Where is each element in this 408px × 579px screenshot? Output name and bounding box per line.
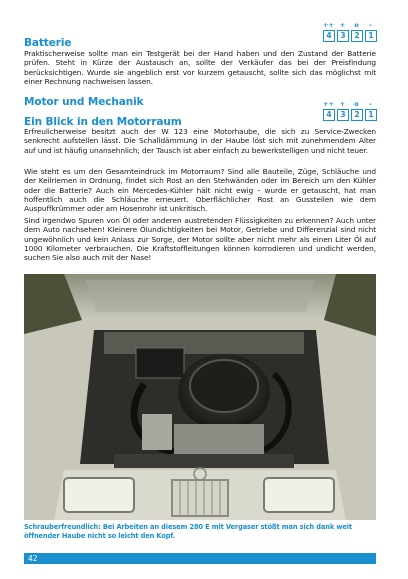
rating-box: 4 — [323, 109, 335, 121]
rating-motorraum — [323, 100, 377, 122]
rating-sign: o — [354, 100, 359, 108]
rating-batterie — [323, 21, 377, 43]
rating-box: 2 — [351, 109, 363, 121]
footer-bar — [24, 553, 376, 564]
rating-sign: – — [368, 21, 373, 29]
rating-sign: o — [354, 21, 359, 29]
engine-bay-illustration — [24, 274, 376, 520]
rating-box: 2 — [351, 30, 363, 42]
rating-sign: ++ — [323, 21, 334, 29]
rating-sign: – — [368, 100, 373, 108]
rating-box: 4 — [323, 30, 335, 42]
rating-box: 3 — [337, 30, 349, 42]
section-heading-motorraum: Ein Blick in den Motorraum — [24, 116, 182, 128]
paragraph-motorraum-2: Wie steht es um den Gesamteindruck im Motorraum? Sind alle Bauteile, Züge, Schläuche und der Keilriemen in Ordnung, findet sich Rost an den Stehwänden oder im Bereich um den Kühler oder die Batterie? Auch ein Mercedes-Kühler hält nicht ewig – wurde er getauscht, hat man hoffentlich auch die Schläuche erneuert. Oberflächlicher Rost an Gussteilen wie dem Auspuffkrümmer oder am Hosenrohr ist unkritisch. — [24, 167, 376, 214]
rating-box: 1 — [365, 30, 377, 42]
rating-sign: ++ — [323, 100, 334, 108]
page-number: 42 — [28, 554, 38, 563]
paragraph-batterie: Praktischerweise sollte man ein Testgerät bei der Hand haben und den Zustand der Batterie prüfen. Steht in Kürze der Austausch an, sollte der Verkäufer das bei der Preisfindung berücksichtigen. Wurde sie angeblich erst vor kurzem getauscht, sollte sich das möglichst mit einer Rechnung nachweisen lassen. — [24, 49, 376, 86]
photo-caption: Schrauberfreundlich: Bei Arbeiten an diesem 280 E mit Vergaser stößt man sich dank weit öffnender Haube nicht so leicht den Kopf. — [24, 523, 352, 540]
section-heading-motor-mechanik: Motor und Mechanik — [24, 96, 144, 108]
rating-sign: + — [339, 21, 346, 29]
paragraph-motorraum-1: Erfreulicherweise besitzt auch der W 123 eine Motorhaube, die sich zu Service-Zwecken senkrecht aufstellen lässt. Die Schalldämmung in der Haube löst sich mit zunehmendem Alter auf und ist häufig unansehnlich; der Tausch ist aber einfach zu bewerkstelligen und nicht teuer. — [24, 127, 376, 155]
engine-bay-photo — [24, 274, 376, 520]
rating-box: 3 — [337, 109, 349, 121]
rating-sign: + — [339, 100, 346, 108]
paragraph-motorraum-3: Sind irgendwo Spuren von Öl oder anderen austretenden Flüssigkeiten zu erkennen? Auch unter dem Auto nachsehen! Kleinere Ölundichtigkeiten bei Motor, Getriebe und Differenzial sind nicht ungewöhnlich und kein Anlass zur Sorge, der Motor sollte aber nicht mehr als einen Liter Öl auf 1000 Kilometer verbrauchen. Die Kraftstoffleitungen können korrodieren und undicht werden, suchen Sie also auch mit der Nase! — [24, 216, 376, 263]
rating-box: 1 — [365, 109, 377, 121]
section-heading-batterie: Batterie — [24, 37, 72, 49]
